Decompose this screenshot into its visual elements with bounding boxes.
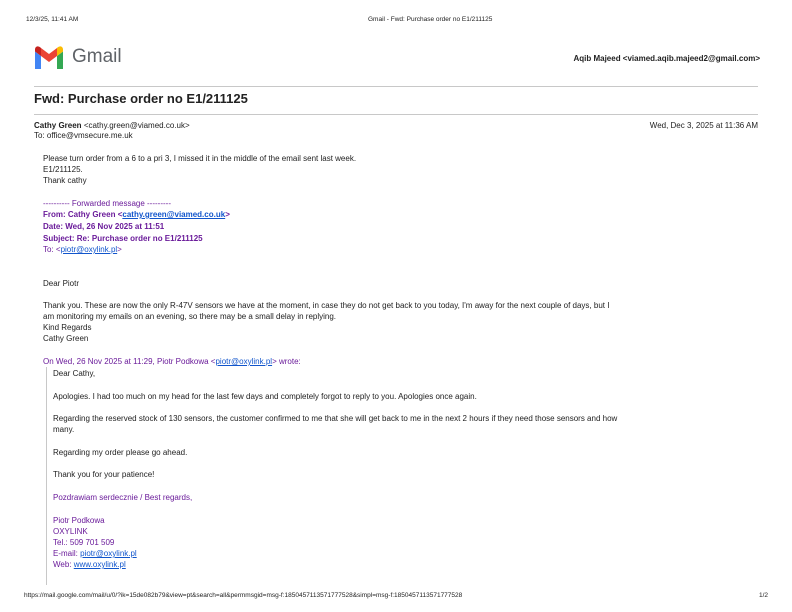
header-divider xyxy=(34,86,758,87)
forwarded-subject: Subject: Re: Purchase order no E1/211125 xyxy=(43,234,203,243)
print-datetime: 12/3/25, 11:41 AM xyxy=(26,16,79,23)
forwarded-from-label: From: Cathy Green xyxy=(43,210,116,219)
forwarded-date: Date: Wed, 26 Nov 2025 at 11:51 xyxy=(43,222,165,231)
sig-tel: Tel.: 509 701 509 xyxy=(53,538,115,547)
quote-attribution-email[interactable]: piotr@oxylink.pl xyxy=(215,357,273,366)
quote-para: Apologies. I had too much on my head for the last few days and completely forgot to reply to you. Apologies once again. xyxy=(53,392,477,401)
message-to: To: office@vmsecure.me.uk xyxy=(34,131,133,140)
sig-email-row xyxy=(53,549,137,559)
quote-attribution-text: On Wed, 26 Nov 2025 at 11:29, Piotr Podkowa < xyxy=(43,357,216,366)
forwarded-from: From: Cathy Green <cathy.green@viamed.co.uk> xyxy=(43,210,230,219)
forwarded-greeting: Dear Piotr xyxy=(43,279,80,288)
quote-regards: Pozdrawiam serdecznie / Best regards, xyxy=(53,493,193,502)
quote-attribution-end: > wrote: xyxy=(272,357,301,366)
forwarded-para-line: Thank you. These are now the only R-47V sensors we have at the moment, in case they do not get back to you today, I'm away for the next couple of days, but I xyxy=(43,301,610,310)
message-date: Wed, Dec 3, 2025 at 11:36 AM xyxy=(649,121,758,130)
sender-email: <cathy.green@viamed.co.uk> xyxy=(83,121,190,130)
forwarded-para-line: am monitoring my emails on an evening, so there may be a small delay in replying. xyxy=(43,312,337,321)
sig-web-link[interactable]: www.oxylink.pl xyxy=(73,560,126,569)
forwarded-from-email[interactable]: cathy.green@viamed.co.uk xyxy=(122,210,226,219)
quote-attribution xyxy=(43,357,301,367)
quote-greeting: Dear Cathy, xyxy=(53,369,96,378)
sig-name: Piotr Podkowa xyxy=(53,516,105,525)
forwarded-to xyxy=(43,245,122,255)
message-from xyxy=(34,121,190,131)
thread-subject: Fwd: Purchase order no E1/211125 xyxy=(34,91,248,106)
forwarded-signature: Cathy Green xyxy=(43,334,89,343)
subject-divider xyxy=(34,114,758,115)
body-line: E1/211125. xyxy=(43,165,83,174)
forwarded-to-close: > xyxy=(117,245,122,254)
forwarded-to-email[interactable]: piotr@oxylink.pl xyxy=(60,245,118,254)
quote-para: Regarding my order please go ahead. xyxy=(53,448,188,457)
print-page-title: Gmail - Fwd: Purchase order no E1/211125 xyxy=(368,16,493,23)
sig-web-label: Web: xyxy=(53,560,74,569)
sender-name: Cathy Green xyxy=(34,121,82,130)
sig-company: OXYLINK xyxy=(53,527,88,536)
forwarded-marker: ---------- Forwarded message --------- xyxy=(43,199,171,208)
account-label: Aqib Majeed <viamed.aqib.majeed2@gmail.com> xyxy=(573,54,760,63)
print-page-number: 1/2 xyxy=(758,592,768,599)
gmail-wordmark: Gmail xyxy=(72,46,122,67)
sig-email-link[interactable]: piotr@oxylink.pl xyxy=(80,549,137,558)
forwarded-signoff: Kind Regards xyxy=(43,323,92,332)
gmail-m-icon xyxy=(33,45,65,69)
sig-email-label: E-mail: xyxy=(53,549,81,558)
quote-para: Thank you for your patience! xyxy=(53,470,155,479)
gmail-logo[interactable] xyxy=(33,45,128,69)
quote-bar xyxy=(46,367,47,585)
print-url: https://mail.google.com/mail/u/0/?ik=15de082b79&view=pt&search=all&permmsgid=msg-f:1850457113571777528&simpl=msg-f:1850457113571777528 xyxy=(24,592,463,599)
body-line: Thank cathy xyxy=(43,176,87,185)
quote-para-line: many. xyxy=(53,425,75,434)
sig-web-row xyxy=(53,560,126,570)
body-line: Please turn order from a 6 to a pri 3, I missed it in the middle of the email sent last week. xyxy=(43,154,357,163)
forwarded-to-label: To: < xyxy=(43,245,61,254)
quote-para-line: Regarding the reserved stock of 130 sensors, the customer confirmed to me that she will get back to me in the next 2 hours if they need those sensors and how xyxy=(53,414,618,423)
